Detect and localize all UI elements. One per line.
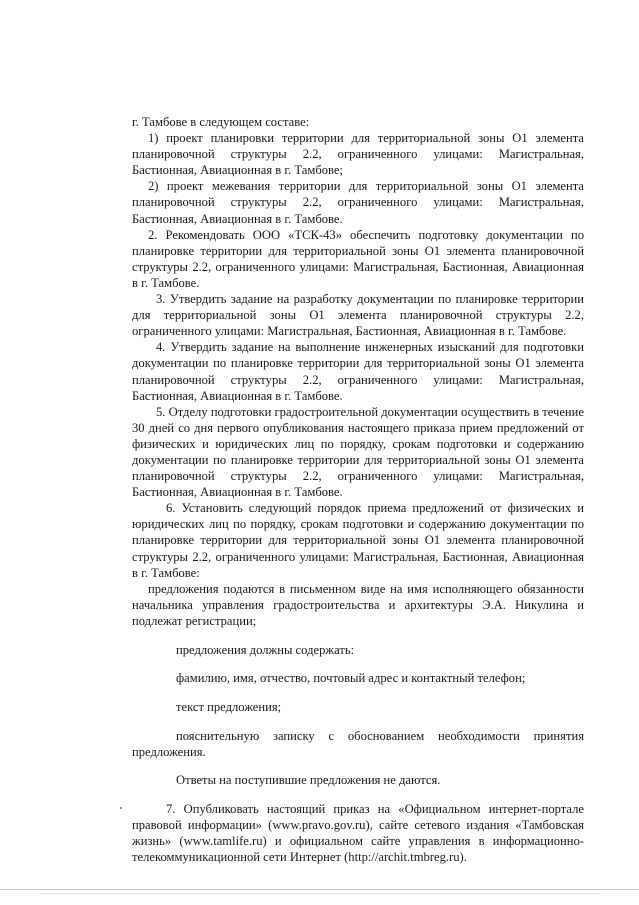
paragraph-requirements-heading: предложения должны содержать: (176, 642, 355, 657)
document-body (132, 114, 584, 866)
paragraph-item-5: 5. Отделу подготовки градостроительной документации осуществить в течение 30 дней со дня первого опубликования настоящего приказа прием предложений от физических и юридических лиц по порядку, срокам подготовки и содержанию документации по планировке территории для территориальной зоны О1 элемента планировочной структуры 2.2, ограниченного улицами: Магистральная, Бастионная, Авиационная в г. Тамбове. (132, 404, 584, 500)
paragraph-intro: г. Тамбове в следующем составе: (132, 115, 310, 129)
paragraph-item-1-1: 1) проект планировки территории для территориальной зоны О1 элемента планировочной структуры 2.2, ограниченного улицами: Магистральная, Бастионная, Авиационная в г. Тамбове; (132, 131, 584, 178)
paragraph-submission-rule: предложения подаются в письменном виде на имя исполняющего обязанности начальника управления градостроительства и архитектуры Э.А. Никулина и подлежат регистрации; (132, 581, 584, 628)
paragraph-requirement-contact: фамилию, имя, отчество, почтовый адрес и контактный телефон; (176, 671, 526, 686)
paragraph-item-7: 7. Опубликовать настоящий приказ на «Официальном интернет-портале правовой информации» (www.pravo.gov.ru), сайте сетевого издания «Тамбовская жизнь» (www.tamlife.ru) и официальном сайте управления в информационно-телекоммуникационной сети Интернет (http://archit.tmbreg.ru). (132, 802, 584, 865)
paragraph-item-1-2: 2) проект межевания территории для территориальной зоны О1 элемента планировочной структуры 2.2, ограниченного улицами: Магистральная, Бастионная, Авиационная в г. Тамбове. (132, 179, 584, 226)
paragraph-requirement-note: пояснительную записку с обоснованием необходимости принятия предложения. (132, 728, 584, 759)
scan-speck (120, 807, 122, 809)
paragraph-no-replies: Ответы на поступившие предложения не даются. (176, 773, 441, 788)
paragraph-item-2: 2. Рекомендовать ООО «ТСК-43» обеспечить подготовку документации по планировке территории для территориальной зоны О1 элемента планировочной структуры 2.2, ограниченного улицами: Магистральная, Бастионная, Авиационная в г. Тамбове. (132, 227, 584, 290)
paragraph-requirement-text: текст предложения; (176, 699, 282, 714)
paragraph-item-3: 3. Утвердить задание на разработку документации по планировке территории для территориальной зоны О1 элемента планировочной структуры 2.2, ограниченного улицами: Магистральная, Бастионная, Авиационная в г. Тамбове. (132, 292, 584, 339)
paragraph-item-4: 4. Утвердить задание на выполнение инженерных изысканий для подготовки документации по планировке территории для территориальной зоны О1 элемента планировочной структуры 2.2, ограниченного улицами: Магистральная, Бастионная, Авиационная в г. Тамбове. (132, 340, 584, 403)
scan-edge-line-2 (40, 893, 600, 894)
paragraph-item-6: 6. Установить следующий порядок приема предложений от физических и юридических лиц по порядку, срокам подготовки и содержанию документации по планировке территории для территориальной зоны О1 элемента планировочной структуры 2.2, ограниченного улицами: Магистральная, Бастионная, Авиационная в г. Тамбове: (132, 501, 584, 580)
scan-edge-line (0, 889, 639, 890)
